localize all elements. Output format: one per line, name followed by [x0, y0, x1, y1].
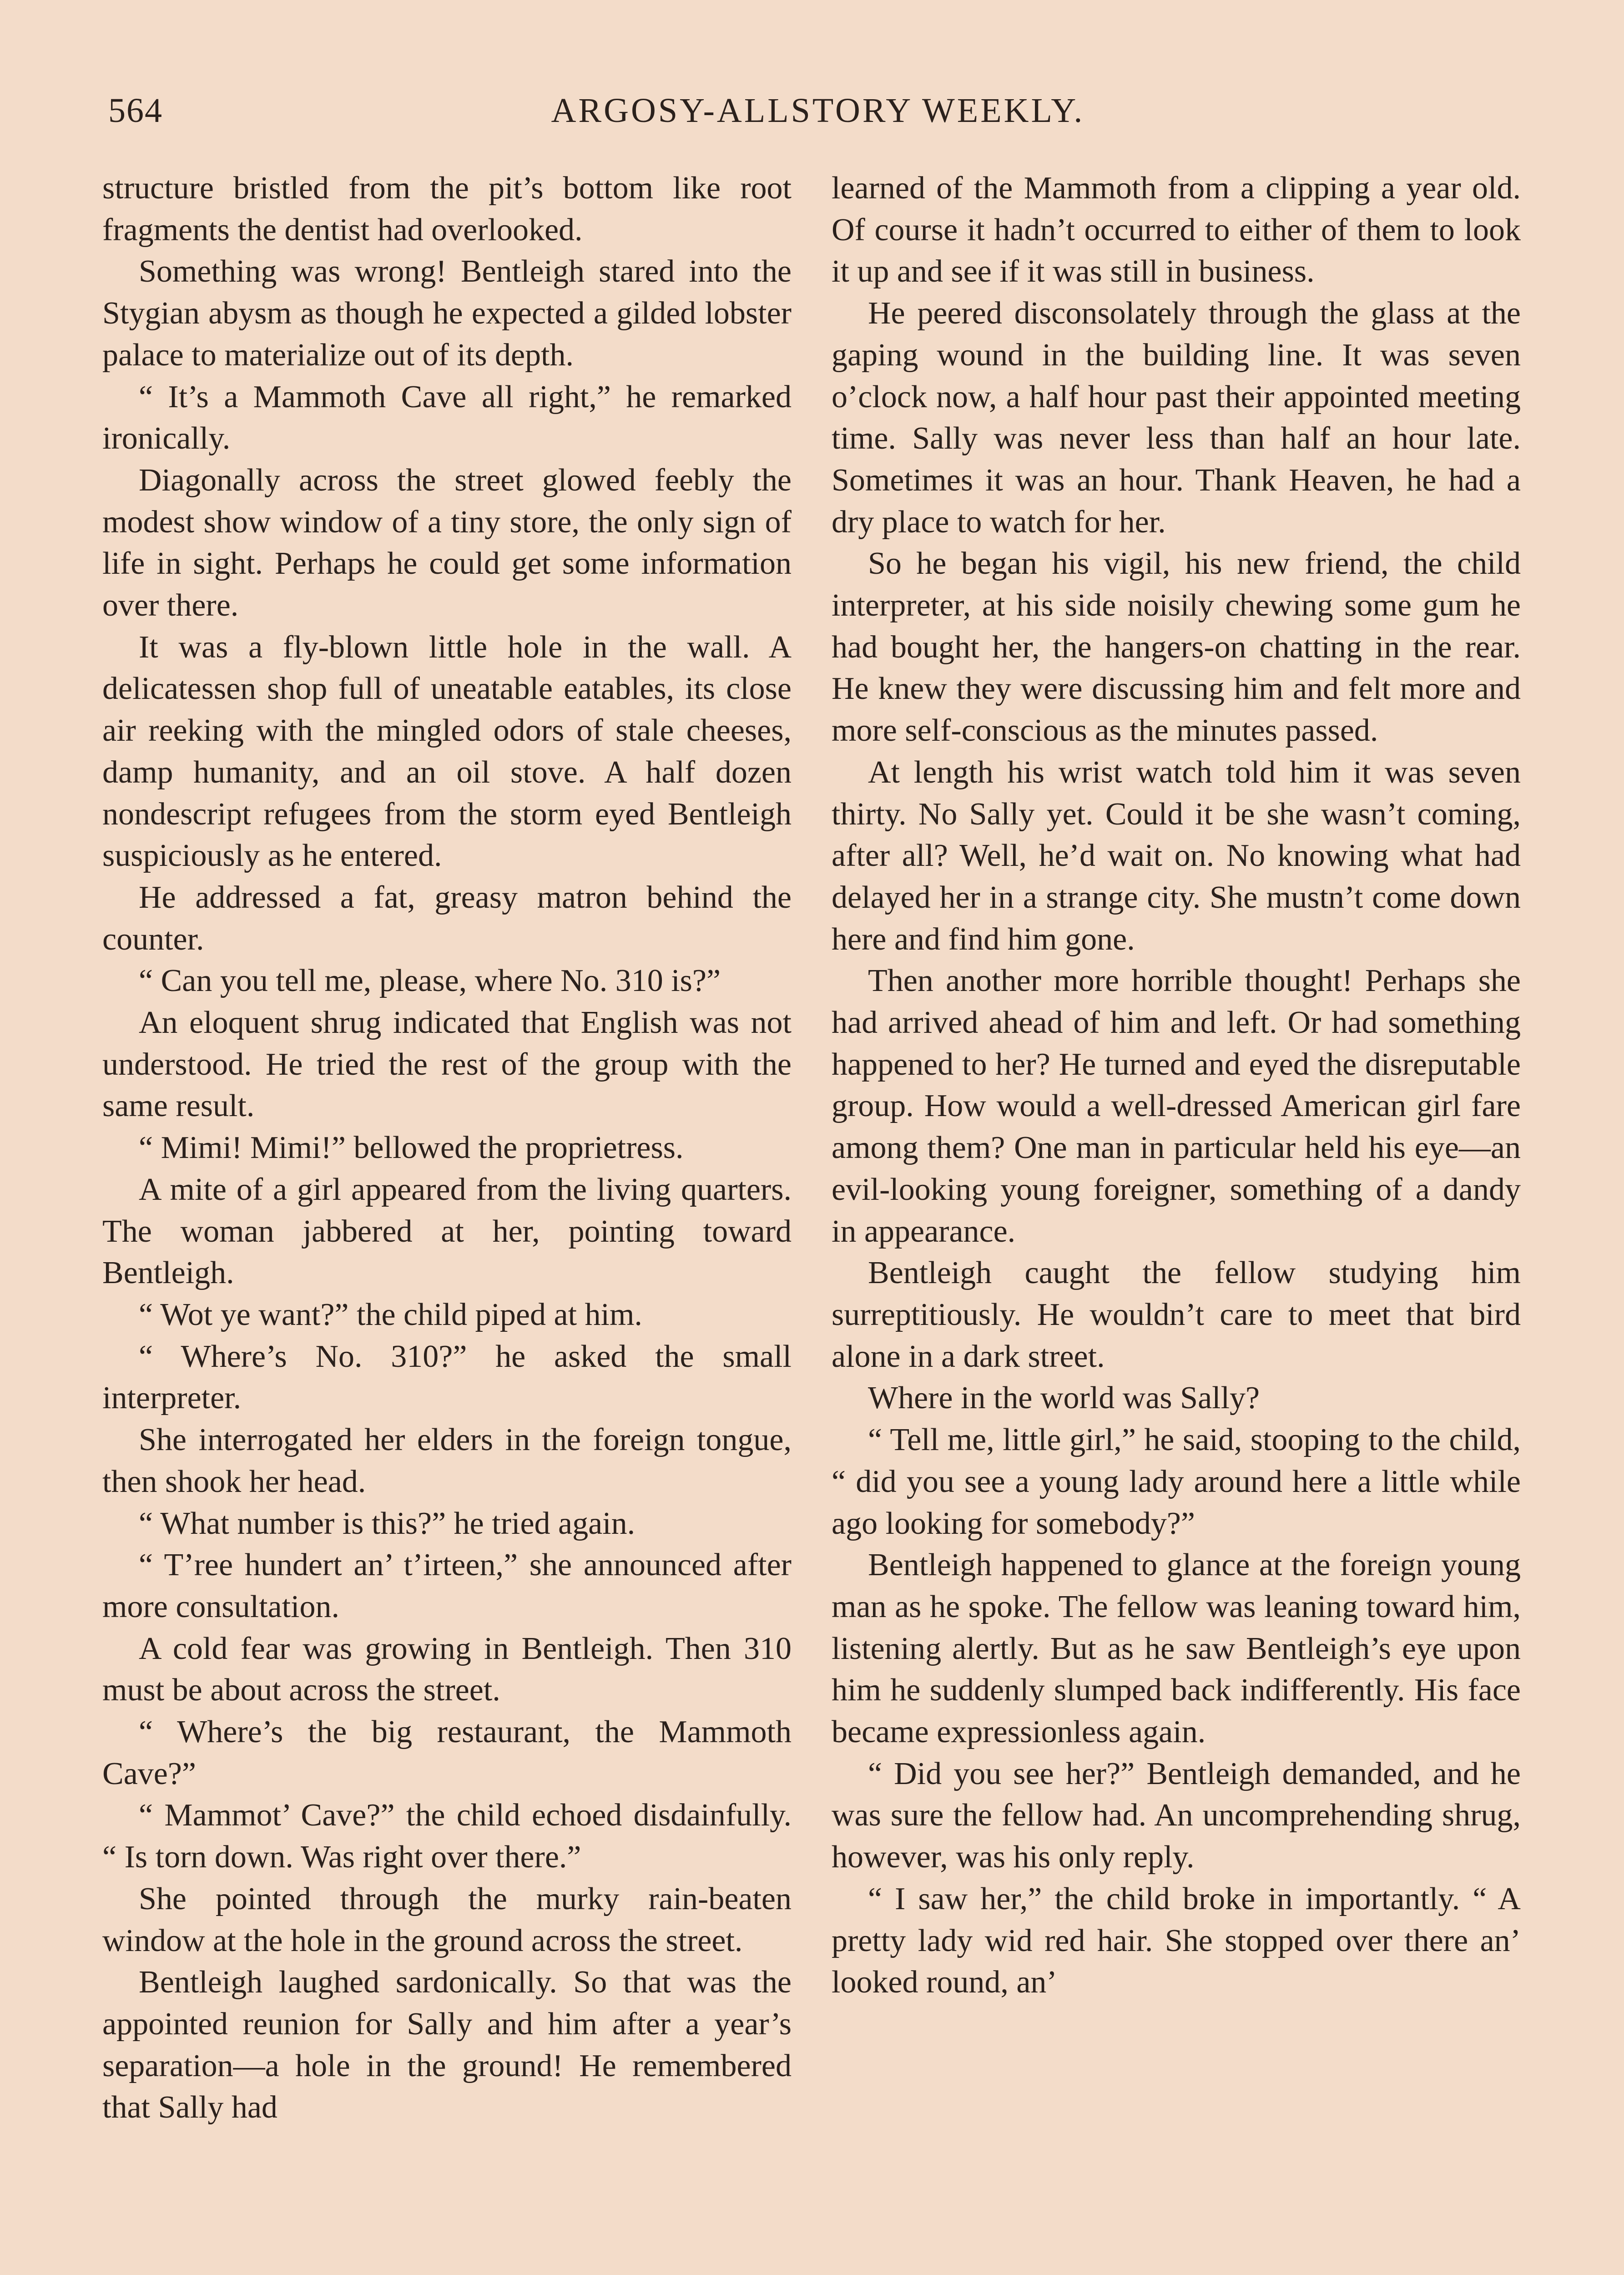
paragraph: Something was wrong! Bentleigh stared into the Stygian abysm as though he expected a gilded lobster palace to materialize out of its depth.: [102, 254, 792, 373]
paragraph: “ Wot ye want?” the child piped at him.: [139, 1297, 642, 1332]
paragraph: Bentleigh laughed sardonically. So that was the appointed reunion for Sally and him after a year’s separation—a hole in the ground! He remembered that Sally had: [102, 1965, 792, 2125]
paragraph: Bentleigh happened to glance at the foreign young man as he spoke. The fellow was leaning toward him, listening alertly. But as he saw Bentleigh’s eye upon him he suddenly slumped back indifferently. His face became expressionless again.: [832, 1547, 1521, 1750]
paragraph: “ Mimi! Mimi!” bellowed the proprietress.: [139, 1130, 684, 1166]
paragraph: “ Did you see her?” Bentleigh demanded, and he was sure the fellow had. An uncomprehending shrug, however, was his only reply.: [832, 1756, 1521, 1875]
paragraph: “ Tell me, little girl,” he said, stooping to the child, “ did you see a young lady around here a little while ago looking for somebody?”: [832, 1422, 1521, 1541]
paragraph: It was a fly-blown little hole in the wall. A delicatessen shop full of uneatable eatables, its close air reeking with the mingled odors of stale cheeses, damp humanity, and an oil stove. A half dozen nondescript refugees from the storm eyed Bentleigh suspiciously as he entered.: [102, 629, 792, 874]
page-header: [108, 91, 1528, 141]
paragraph: A cold fear was growing in Bentleigh. Then 310 must be about across the street.: [102, 1631, 792, 1708]
paragraph: learned of the Mammoth from a clipping a year old. Of course it hadn’t occurred to either of them to look it up and see if it was still in business.: [832, 171, 1521, 289]
paragraph: structure bristled from the pit’s bottom like root fragments the dentist had overlooked.: [102, 171, 792, 248]
page-number: 564: [108, 91, 163, 130]
paragraph: She interrogated her elders in the foreign tongue, then shook her head.: [102, 1422, 792, 1499]
paragraph: Bentleigh caught the fellow studying him surreptitiously. He wouldn’t care to meet that bird alone in a dark street.: [832, 1255, 1521, 1374]
paragraph: Where in the world was Sally?: [868, 1380, 1260, 1416]
paragraph: “ I saw her,” the child broke in importantly. “ A pretty lady wid red hair. She stopped over there an’ looked round, an’: [832, 1881, 1521, 2000]
paragraph: He peered disconsolately through the glass at the gaping wound in the building line. It was seven o’clock now, a half hour past their appointed meeting time. Sally was never less than half an hour late. Sometimes it was an hour. Thank Heaven, he had a dry place to watch for her.: [832, 296, 1521, 540]
paragraph: So he began his vigil, his new friend, the child interpreter, at his side noisily chewing some gum he had bought her, the hangers-on chatting in the rear. He knew they were discussing him and felt more and more self-conscious as the minutes passed.: [832, 546, 1521, 748]
running-title: ARGOSY-ALLSTORY WEEKLY.: [551, 91, 1085, 130]
paragraph: At length his wrist watch told him it was seven thirty. No Sally yet. Could it be she wasn’t coming, after all? Well, he’d wait on. No knowing what had delayed her in a strange city. She mustn’t come down here and find him gone.: [832, 754, 1521, 957]
paragraph: Then another more horrible thought! Perhaps she had arrived ahead of him and left. Or had something happened to her? He turned and eyed the disreputable group. How would a well-dressed American girl fare among them? One man in particular held his eye—an evil-looking young foreigner, something of a dandy in appearance.: [832, 963, 1521, 1249]
paragraph: “ T’ree hundert an’ t’irteen,” she announced after more consultation.: [102, 1547, 792, 1624]
paragraph: He addressed a fat, greasy matron behind the counter.: [102, 880, 792, 957]
left-column: [102, 167, 792, 2275]
paragraph: “ Where’s No. 310?” he asked the small interpreter.: [102, 1339, 792, 1416]
paragraph: “ Can you tell me, please, where No. 310 is?”: [139, 963, 721, 999]
paragraph: “ It’s a Mammoth Cave all right,” he remarked ironically.: [102, 379, 792, 456]
right-column: [832, 167, 1521, 2275]
paragraph: “ Where’s the big restaurant, the Mammoth Cave?”: [102, 1714, 792, 1791]
paragraph: An eloquent shrug indicated that English was not understood. He tried the rest of the group with the same result.: [102, 1005, 792, 1124]
paragraph: A mite of a girl appeared from the living quarters. The woman jabbered at her, pointing toward Bentleigh.: [102, 1172, 792, 1291]
paragraph: “ What number is this?” he tried again.: [139, 1506, 635, 1541]
paragraph: She pointed through the murky rain-beaten window at the hole in the ground across the street.: [102, 1881, 792, 1958]
paragraph: “ Mammot’ Cave?” the child echoed disdainfully. “ Is torn down. Was right over there.”: [102, 1798, 792, 1875]
paragraph: Diagonally across the street glowed feebly the modest show window of a tiny store, the only sign of life in sight. Perhaps he could get some information over there.: [102, 462, 792, 623]
